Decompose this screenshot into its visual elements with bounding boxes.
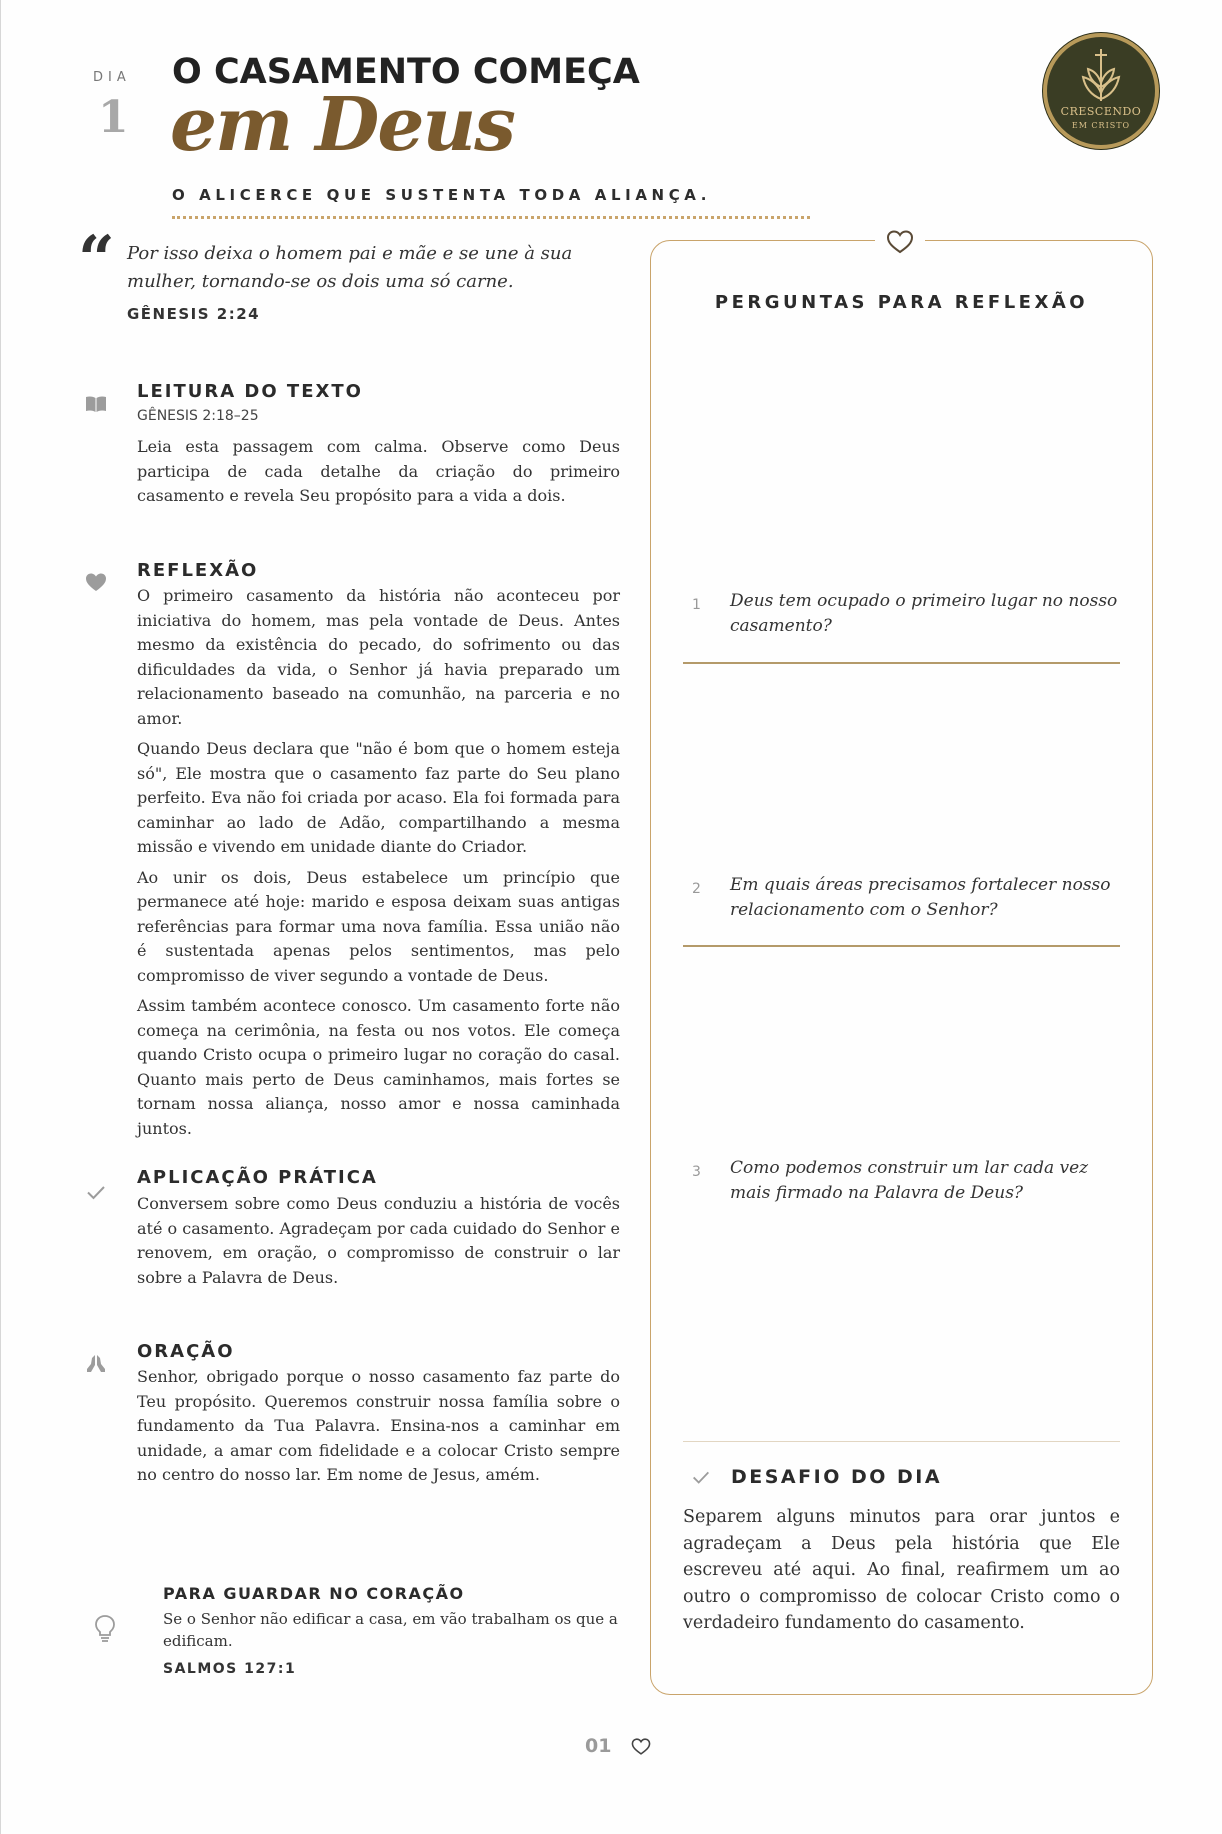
heart-outline-icon [630,1736,652,1756]
reflexao-paragraph: Quando Deus declara que "não é bom que o homem esteja só", Ele mostra que o casamento faz parte do Seu plano perfeito. Eva não foi criada por acaso. Ela foi formada para caminhar ao lado de Adão, compartilhando a mesma missão e vivendo em unidade diante do Criador. [137,739,620,856]
page-edge-line [0,0,1,1834]
seal-line2: EM CRISTO [1071,121,1131,130]
section-text-aplicacao: Conversem sobre como Deus conduziu a história de vocês até o casamento. Agradeçam por cada cuidado do Senhor e renovem, em oração, o compromisso de construir o lar sobre a Palavra de Deus. [137,1194,620,1287]
challenge-text: Separem alguns minutos para orar juntos e agradeçam a Deus pela história que Ele escreveu até aqui. Ao final, reafirmem um ao outro o compromisso de colocar Cristo como o verdadeiro fundamento do casamento. [683,1507,1120,1633]
question-text: Deus tem ocupado o primeiro lugar no nosso casamento? [730,591,1118,636]
section-text-oracao: Senhor, obrigado porque o nosso casamento faz parte do Teu propósito. Queremos construir nossa família sobre o fundamento da Tua Palavra. Ensina-nos a caminhar em unidade, a amar com fidelidade e a colocar Cristo sempre no centro do nosso lar. Em nome de Jesus, amém. [137,1367,620,1484]
dotted-divider [172,216,810,219]
question-number: 2 [692,881,701,897]
quote-mark-icon: “ [78,222,115,297]
day-label: DIA [93,70,131,85]
section-text-reflexao [137,584,620,1147]
reflexao-paragraph: Assim também acontece conosco. Um casamento forte não começa na cerimônia, na festa ou nos votos. Ele começa quando Cristo ocupa o primeiro lugar no coração do casal. Quanto mais perto de Deus caminhamos, mais fortes se tornam nossa aliança, nosso amor e nossa caminhada juntos. [137,996,620,1138]
seal-line1: CRESCENDO [1060,105,1142,118]
divider [683,1441,1120,1442]
book-icon [84,392,108,416]
page-number: 01 [585,1735,612,1757]
page-title-script: em Deus [170,82,514,168]
section-heading-reflexao: REFLEXÃO [137,560,259,581]
section-reference-guardar: SALMOS 127:1 [163,1661,297,1677]
cross-leaves-icon [1073,47,1129,105]
answer-line [683,945,1120,947]
section-heading-aplicacao: APLICAÇÃO PRÁTICA [137,1167,378,1188]
reflexao-paragraph: O primeiro casamento da história não aconteceu por iniciativa do homem, mas pela vontade de Deus. Antes mesmo da existência do pecado, do sofrimento ou das dificuldades da vida, o Senhor já havia preparado um relacionamento baseado na comunhão, na parceria e no amor. [137,586,620,728]
challenge-heading: DESAFIO DO DIA [731,1466,943,1488]
answer-line [683,662,1120,664]
day-number: 1 [98,92,129,143]
heart-outline-icon [885,227,915,255]
page-subtitle: O ALICERCE QUE SUSTENTA TODA ALIANÇA. [172,186,712,204]
question-text: Em quais áreas precisamos fortalecer nosso relacionamento com o Senhor? [730,875,1111,920]
check-icon [690,1466,712,1488]
lightbulb-icon [92,1614,118,1644]
question-text: Como podemos construir um lar cada vez mais firmado na Palavra de Deus? [730,1158,1089,1203]
question-number: 3 [692,1164,701,1180]
section-text-guardar: Se o Senhor não edificar a casa, em vão trabalham os que a edificam. [163,1610,618,1650]
section-heading-oracao: ORAÇÃO [137,1341,235,1362]
reflexao-paragraph: Ao unir os dois, Deus estabelece um princípio que permanece até hoje: marido e esposa deixam suas antigas referências para formar uma nova família. Essa união não é sustentada apenas pelos sentimentos, mas pelo compromisso de viver segundo a vontade de Deus. [137,867,620,985]
key-verse-reference: GÊNESIS 2:24 [127,305,261,323]
section-text-leitura: Leia esta passagem com calma. Observe como Deus participa de cada detalhe da criação do primeiro casamento e revela Seu propósito para a vida a dois. [137,437,620,505]
section-reference-leitura: GÊNESIS 2:18–25 [137,408,259,424]
panel-heading: PERGUNTAS PARA REFLEXÃO [714,292,1089,313]
heart-icon [84,570,108,594]
page-title: O CASAMENTO COMEÇA [172,52,640,92]
check-icon [84,1180,108,1204]
brand-seal-logo [1043,33,1159,149]
key-verse-text: Por isso deixa o homem pai e mãe e se une à sua mulher, tornando-se os dois uma só carne. [127,243,573,292]
section-heading-guardar: PARA GUARDAR NO CORAÇÃO [163,1584,465,1603]
question-number: 1 [692,597,701,613]
praying-hands-icon [84,1352,108,1376]
section-heading-leitura: LEITURA DO TEXTO [137,381,363,402]
